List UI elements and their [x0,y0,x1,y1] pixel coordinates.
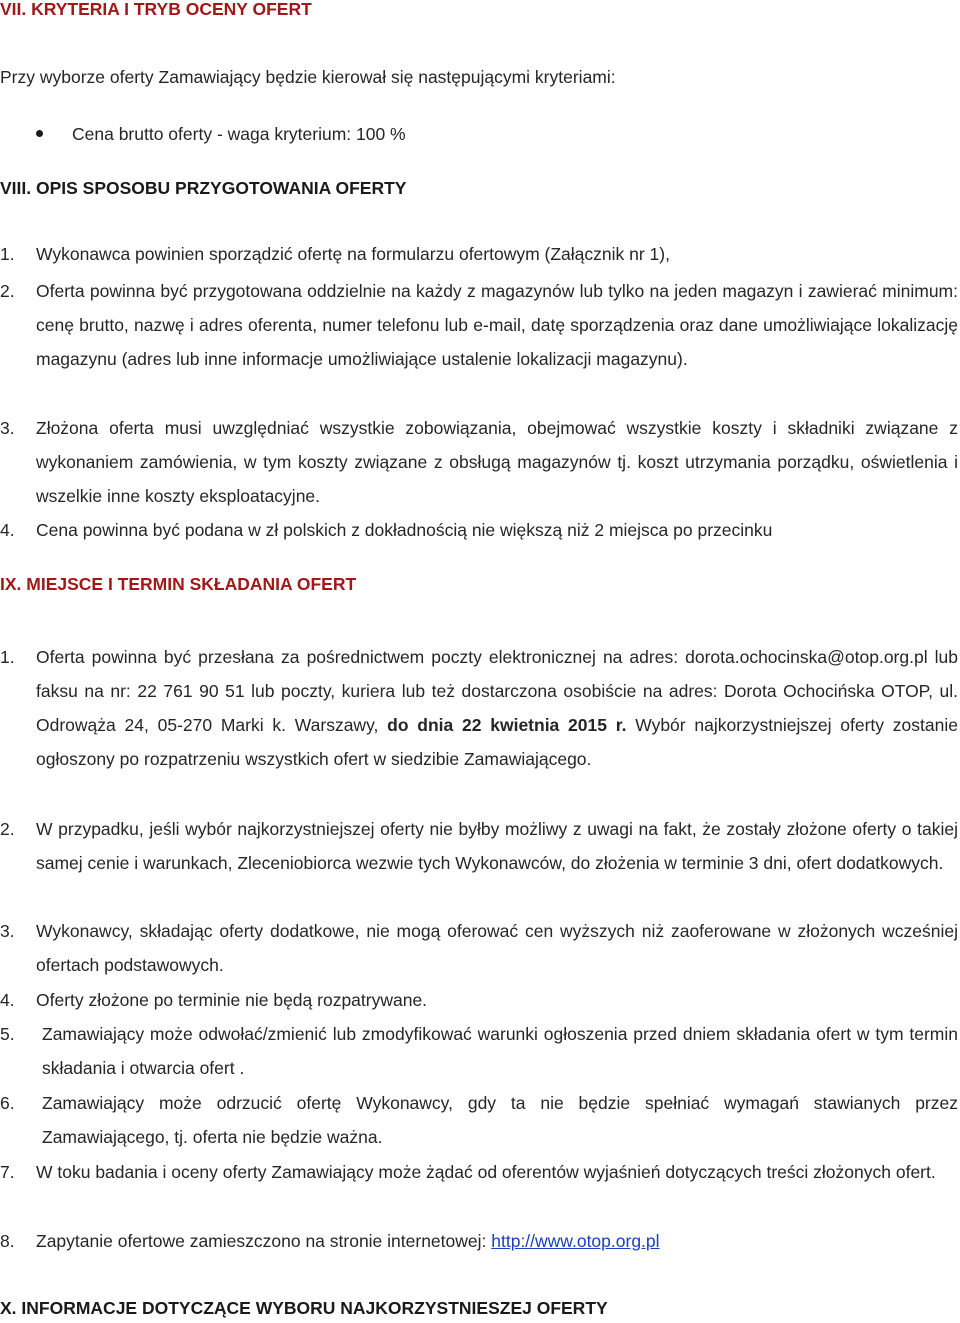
section-10-heading: X. INFORMACJE DOTYCZĄCE WYBORU NAJKORZYSTNIESZEJ OFERTY [0,1298,608,1318]
section-9-heading: IX. MIEJSCE I TERMIN SKŁADANIA OFERT [0,574,357,594]
deadline-text: do dnia 22 kwietnia 2015 r. [387,715,627,735]
list-item: Wykonawcy, składając oferty dodatkowe, nie mogą oferować cen wyższych niż zaoferowane w złożonych wcześniej ofertach podstawowych. [36,921,958,975]
criterion-item: Cena brutto oferty - waga kryterium: 100 % [72,124,406,144]
list-number: 1. [0,647,15,667]
list-number: 3. [0,418,15,438]
list-number: 6. [0,1093,15,1113]
item-text: Oferta powinna być przesłana za pośrednictwem poczty elektronicznej na adres: dorota.ochocinska@otop.org.pl lub faksu na nr: 22 761 90 51 lub poczty, kuriera lub też dostarczona osobiście na adres: Dorota Ochocińska OTOP, ul. Odrowąża 24, 05-270 Marki k. Warszawy, [36,647,958,735]
list-item: W przypadku, jeśli wybór najkorzystniejszej oferty nie byłby możliwy z uwagi na fakt, że zostały złożone oferty o takiej samej cenie i warunkach, Zleceniobiorca wezwie tych Wykonawców, do złożenia w terminie 3 dni, ofert dodatkowych. [36,819,958,873]
list-item: Cena powinna być podana w zł polskich z dokładnością nie większą niż 2 miejsca po przecinku [36,520,773,540]
list-number: 5. [0,1024,15,1044]
section-7-heading: VII. KRYTERIA I TRYB OCENY OFERT [0,0,312,19]
list-number: 4. [0,990,15,1010]
list-item: Wykonawca powinien sporządzić ofertę na formularzu ofertowym (Załącznik nr 1), [36,244,670,264]
bullet-icon [36,130,43,137]
list-item: Zamawiający może odrzucić ofertę Wykonawcy, gdy ta nie będzie spełniać wymagań stawianych przez Zamawiającego, tj. oferta nie będzie ważna. [42,1093,958,1147]
list-item: W toku badania i oceny oferty Zamawiający może żądać od oferentów wyjaśnień dotyczących treści złożonych ofert. [36,1162,936,1182]
item-text: Zapytanie ofertowe zamieszczono na stronie internetowej: [36,1231,492,1251]
list-item: Oferta powinna być przygotowana oddzielnie na każdy z magazynów lub tylko na jeden magazyn i zawierać minimum: cenę brutto, nazwę i adres oferenta, numer telefonu lub e-mail, datę sporządzenia oraz dane umożliwiające lokalizację magazynu (adres lub inne informacje umożliwiające ustalenie lokalizacji magazynu). [36,281,958,369]
section-8-heading: VIII. OPIS SPOSOBU PRZYGOTOWANIA OFERTY [0,178,407,198]
list-number: 7. [0,1162,15,1182]
list-item [36,640,958,776]
list-number: 3. [0,921,15,941]
list-item: Złożona oferta musi uwzględniać wszystkie zobowiązania, obejmować wszystkie koszty i składniki związane z wykonaniem zamówienia, w tym koszty związane z obsługą magazynów tj. koszt utrzymania porządku, oświetlenia i wszelkie inne koszty eksploatacyjne. [36,418,958,506]
list-number: 8. [0,1231,15,1251]
item-text: Wybór najkorzystniejszej oferty zostanie ogłoszony po rozpatrzeniu wszystkich ofert w siedzibie Zamawiającego. [36,715,958,769]
list-item: Oferty złożone po terminie nie będą rozpatrywane. [36,990,428,1010]
list-item [36,1230,960,1252]
section-7-intro: Przy wyborze oferty Zamawiający będzie kierował się następującymi kryteriami: [0,67,616,87]
list-item: Zamawiający może odwołać/zmienić lub zmodyfikować warunki ogłoszenia przed dniem składania ofert w tym termin składania i otwarcia ofert . [42,1024,958,1078]
list-number: 4. [0,520,15,540]
website-link[interactable]: http://www.otop.org.pl [491,1231,660,1251]
list-number: 2. [0,819,15,839]
list-number: 2. [0,281,15,301]
list-number: 1. [0,244,15,264]
